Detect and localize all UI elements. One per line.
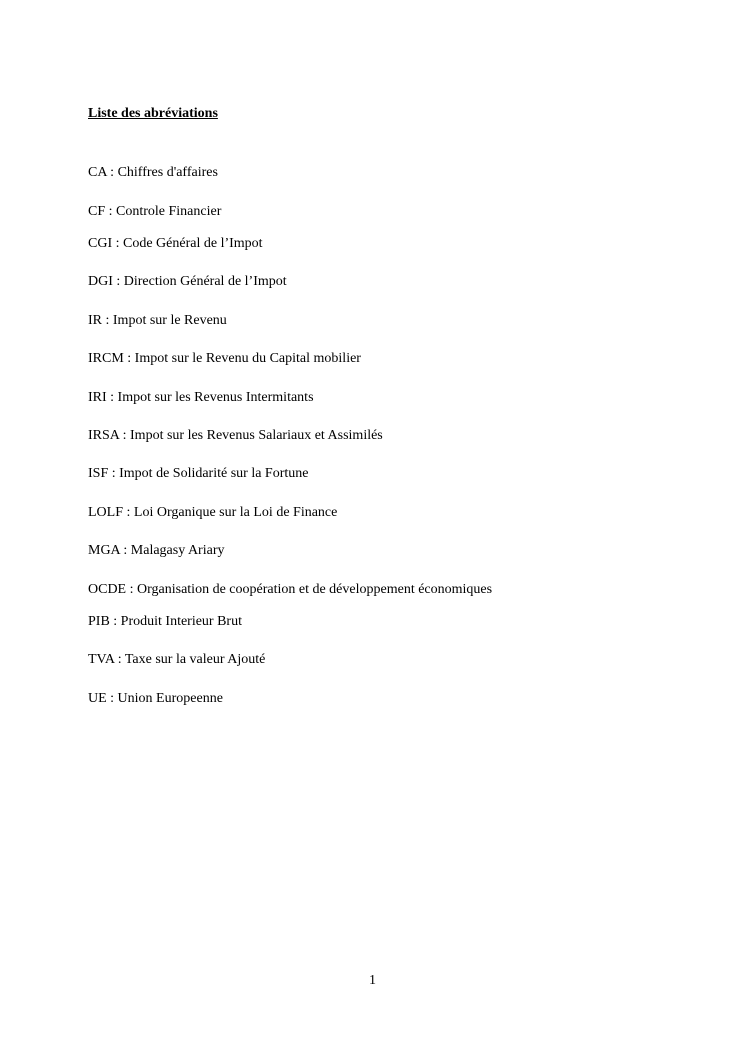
abbreviation-entry-isf: ISF : Impot de Solidarité sur la Fortune [88, 466, 309, 481]
abbreviation-entry-ircm: IRCM : Impot sur le Revenu du Capital mobilier [88, 351, 361, 366]
page-number: 1 [369, 973, 376, 988]
abbreviation-entry-iri: IRI : Impot sur les Revenus Intermitants [88, 390, 314, 405]
abbreviation-entry-cf: CF : Controle Financier [88, 204, 222, 219]
abbreviation-entry-irsa: IRSA : Impot sur les Revenus Salariaux et Assimilés [88, 428, 383, 443]
abbreviation-entry-cgi: CGI : Code Général de l’Impot [88, 236, 263, 251]
abbreviation-entry-mga: MGA : Malagasy Ariary [88, 543, 225, 558]
page-title: Liste des abréviations [88, 106, 218, 121]
abbreviation-entry-ue: UE : Union Europeenne [88, 691, 223, 706]
abbreviation-entry-ir: IR : Impot sur le Revenu [88, 313, 227, 328]
abbreviation-entry-ca: CA : Chiffres d'affaires [88, 165, 218, 180]
abbreviation-entry-tva: TVA : Taxe sur la valeur Ajouté [88, 652, 266, 667]
abbreviation-entry-ocde: OCDE : Organisation de coopération et de développement économiques [88, 582, 493, 597]
abbreviation-entry-dgi: DGI : Direction Général de l’Impot [88, 274, 287, 289]
abbreviation-entry-lolf: LOLF : Loi Organique sur la Loi de Finance [88, 505, 338, 520]
abbreviation-entry-pib: PIB : Produit Interieur Brut [88, 614, 242, 629]
